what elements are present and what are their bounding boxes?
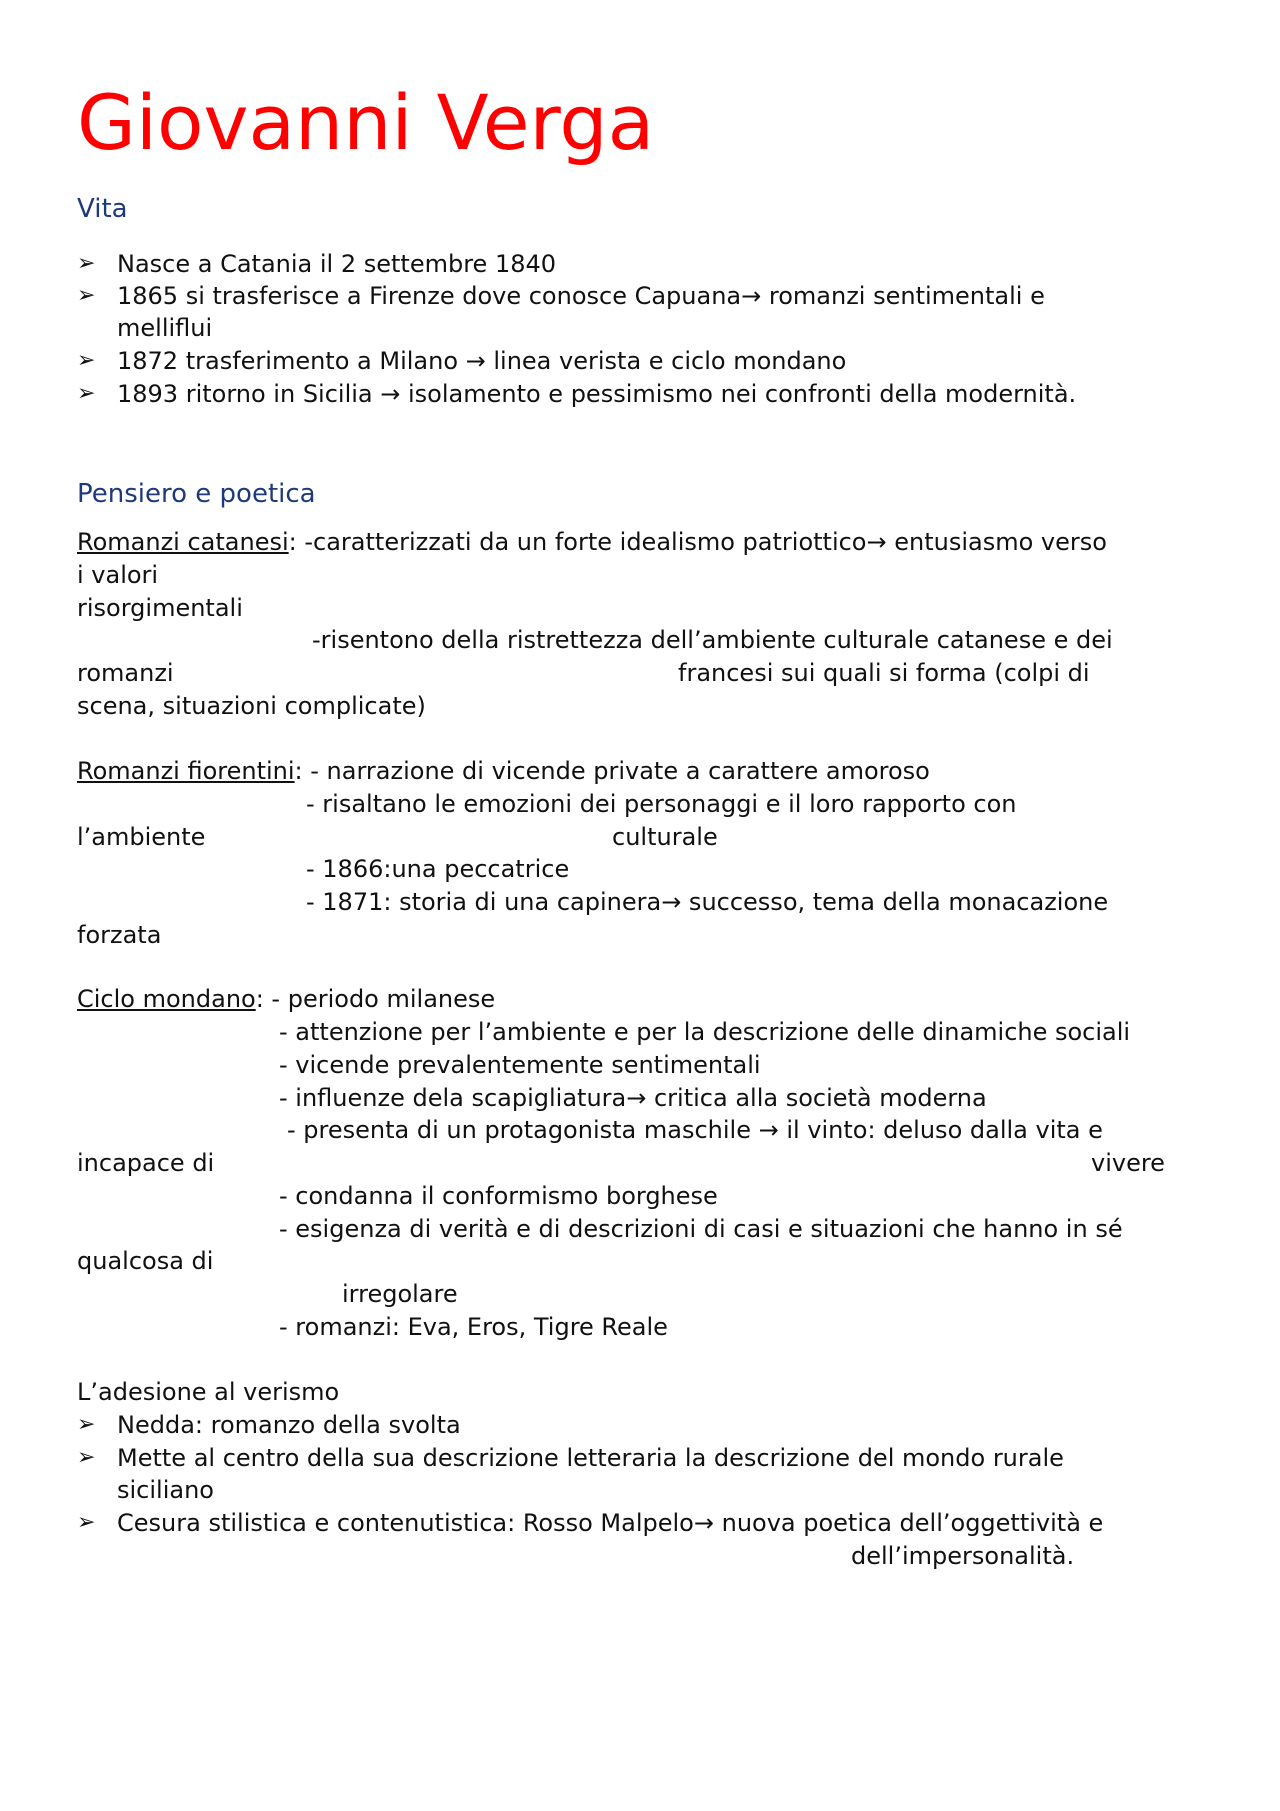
paragraph-line: - condanna il conformismo borghese <box>279 1182 718 1210</box>
arrowhead-bullet-icon: ➢ <box>77 251 96 276</box>
paragraph-line: scena, situazioni complicate) <box>77 692 426 720</box>
list-item: 1872 trasferimento a Milano → linea verista e ciclo mondano <box>117 347 847 375</box>
arrowhead-bullet-icon: ➢ <box>77 348 96 373</box>
paragraph-line: -risentono della ristrettezza dell’ambiente culturale catanese e dei <box>312 626 1113 654</box>
page-title: Giovanni Verga <box>77 78 655 167</box>
subheading-romanzi-catanesi: Romanzi catanesi <box>77 528 289 556</box>
paragraph-line: - influenze dela scapigliatura→ critica alla società moderna <box>279 1084 987 1112</box>
paragraph-line: forzata <box>77 921 162 949</box>
arrowhead-bullet-icon: ➢ <box>77 1510 96 1535</box>
paragraph-line <box>77 984 495 1014</box>
list-item-continuation: siciliano <box>117 1476 214 1504</box>
paragraph-line: irregolare <box>342 1280 458 1308</box>
paragraph-line <box>77 756 930 786</box>
text-fragment: : -caratterizzati da un forte idealismo patriottico→ entusiasmo verso <box>288 528 1107 556</box>
subheading-ciclo-mondano: Ciclo mondano <box>77 985 256 1013</box>
arrowhead-bullet-icon: ➢ <box>77 381 96 406</box>
paragraph-line: culturale <box>612 823 718 851</box>
paragraph-line: - romanzi: Eva, Eros, Tigre Reale <box>279 1313 668 1341</box>
paragraph-line: - vicende prevalentemente sentimentali <box>279 1051 761 1079</box>
list-item: 1893 ritorno in Sicilia → isolamento e pessimismo nei confronti della modernità. <box>117 380 1077 408</box>
text-fragment: : - periodo milanese <box>255 985 496 1013</box>
list-item-continuation: dell’impersonalità. <box>851 1542 1075 1570</box>
paragraph-line <box>77 527 1107 557</box>
list-item: Nasce a Catania il 2 settembre 1840 <box>117 250 557 278</box>
list-item: 1865 si trasferisce a Firenze dove conosce Capuana→ romanzi sentimentali e <box>117 282 1045 310</box>
subheading-romanzi-fiorentini: Romanzi fiorentini <box>77 757 295 785</box>
paragraph-line: incapace di <box>77 1149 215 1177</box>
paragraph-line: i valori <box>77 561 159 589</box>
paragraph-line: - risaltano le emozioni dei personaggi e il loro rapporto con <box>306 790 1017 818</box>
arrowhead-bullet-icon: ➢ <box>77 1412 96 1437</box>
paragraph-line: - 1866:una peccatrice <box>306 855 570 883</box>
paragraph-line: qualcosa di <box>77 1247 214 1275</box>
paragraph-line: francesi sui quali si forma (colpi di <box>678 659 1090 687</box>
list-item: Mette al centro della sua descrizione letteraria la descrizione del mondo rurale <box>117 1444 1064 1472</box>
arrowhead-bullet-icon: ➢ <box>77 1445 96 1470</box>
paragraph-line: romanzi <box>77 659 174 687</box>
list-item: Nedda: romanzo della svolta <box>117 1411 461 1439</box>
paragraph-line: - attenzione per l’ambiente e per la descrizione delle dinamiche sociali <box>279 1018 1131 1046</box>
paragraph-line: risorgimentali <box>77 594 243 622</box>
paragraph-line: l’ambiente <box>77 823 206 851</box>
section-heading-pensiero: Pensiero e poetica <box>77 479 316 509</box>
paragraph-line: - 1871: storia di una capinera→ successo, tema della monacazione <box>306 888 1109 916</box>
section-heading-vita: Vita <box>77 194 128 224</box>
paragraph-line: - esigenza di verità e di descrizioni di casi e situazioni che hanno in sé <box>279 1215 1123 1243</box>
list-item-continuation: melliflui <box>117 314 213 342</box>
paragraph-line: - presenta di un protagonista maschile → il vinto: deluso dalla vita e <box>287 1116 1103 1144</box>
paragraph-line: vivere <box>1091 1149 1165 1177</box>
arrowhead-bullet-icon: ➢ <box>77 283 96 308</box>
list-item: Cesura stilistica e contenutistica: Rosso Malpelo→ nuova poetica dell’oggettività e <box>117 1509 1104 1537</box>
text-fragment: : - narrazione di vicende private a carattere amoroso <box>294 757 930 785</box>
subheading-verismo: L’adesione al verismo <box>77 1378 340 1406</box>
